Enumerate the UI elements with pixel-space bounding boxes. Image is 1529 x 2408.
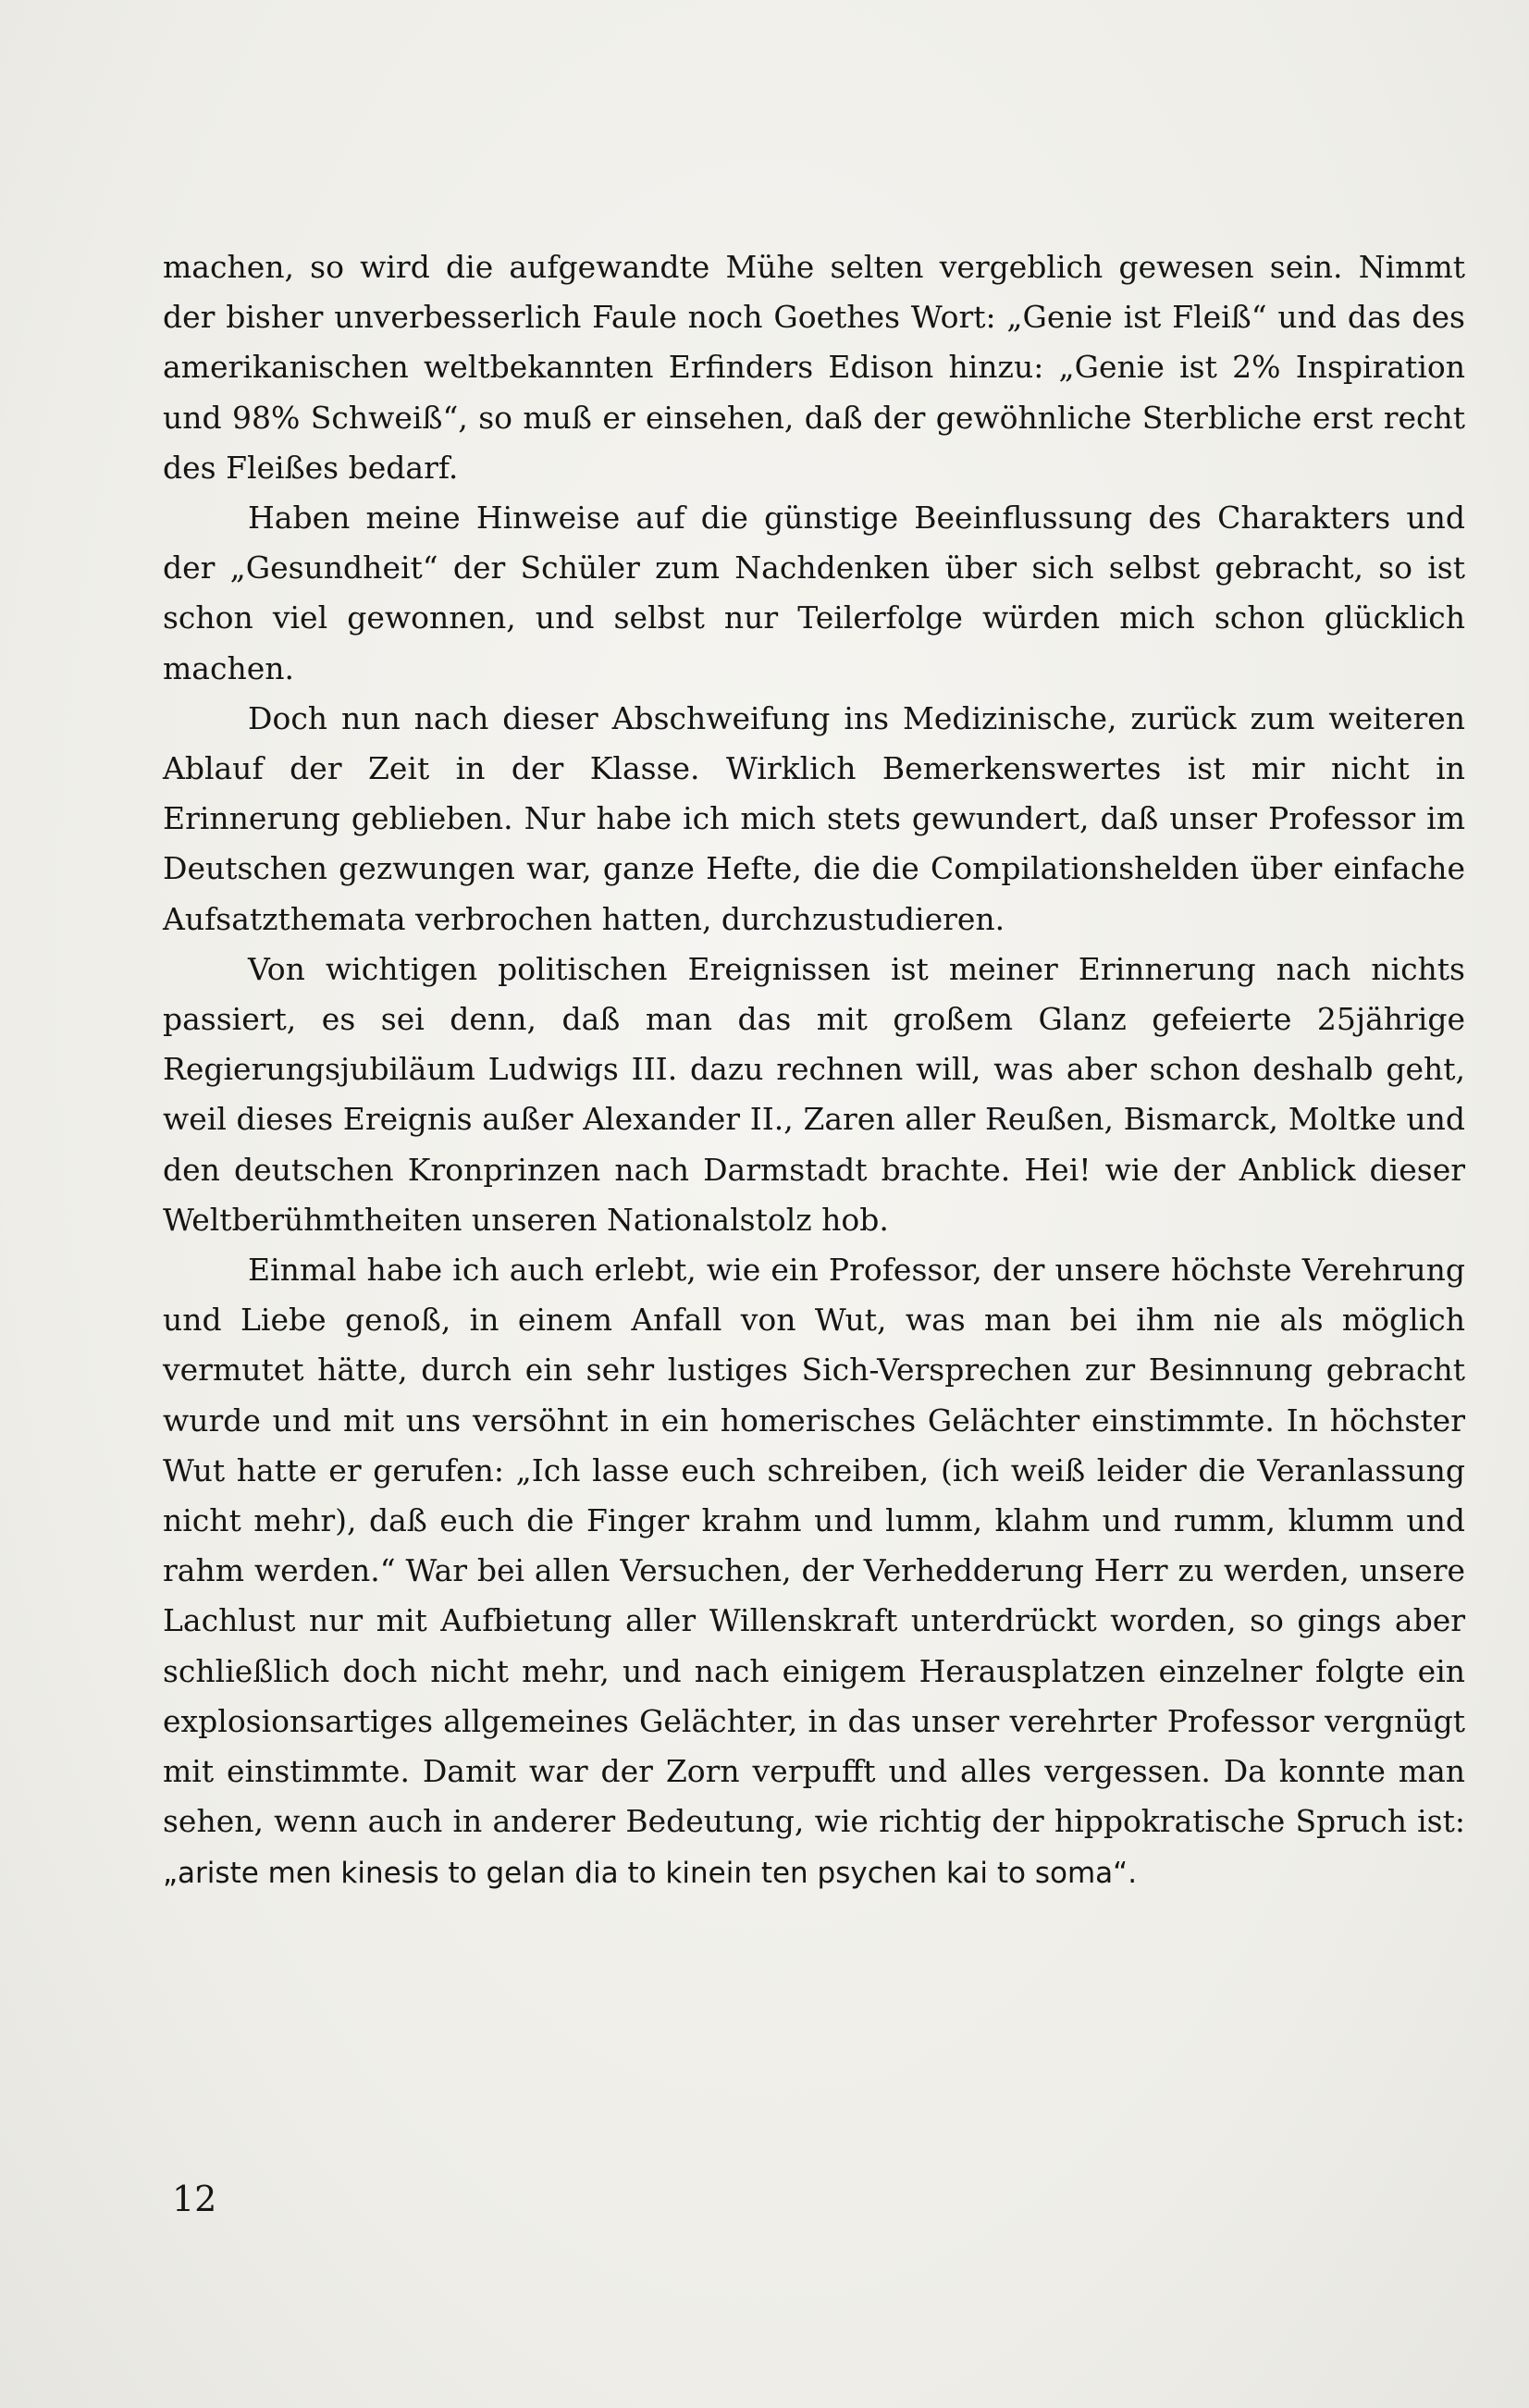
paragraph-3: Doch nun nach dieser Abschweifung ins Medizinische, zurück zum weiteren Ablauf der Zeit in der Klasse. Wirklich Bemerkenswertes ist mir nicht in Erinnerung geblieben. Nur habe ich mich stets gewundert, daß unser Professor im Deutschen gezwungen war, ganze Hefte, die die Compilationshelden über einfache Aufsatzthemata verbrochen hatten, durchzustudieren. — [163, 699, 1465, 937]
paragraph-1: machen, so wird die aufgewandte Mühe selten vergeblich gewesen sein. Nimmt der bisher unverbesserlich Faule noch Goethes Wort: „Genie ist Fleiß“ und das des amerikanischen weltbekannten Erfinders Edison hinzu: „Genie ist 2% Inspiration und 98% Schweiß“, so muß er einsehen, daß der gewöhnliche Sterbliche erst recht des Fleißes bedarf. — [163, 249, 1465, 486]
paragraph-5 — [163, 1245, 1465, 1898]
body-text — [163, 242, 1465, 1898]
greek-quote: „ariste men kinesis to gelan dia to kinein ten psychen kai to soma“. — [163, 1856, 1138, 1890]
paragraph-4: Von wichtigen politischen Ereignissen ist meiner Erinnerung nach nichts passiert, es sei denn, daß man das mit großem Glanz gefeierte 25jährige Regierungsjubiläum Ludwigs III. dazu rechnen will, was aber schon deshalb geht, weil dieses Ereignis außer Alexander II., Zaren aller Reußen, Bismarck, Moltke und den deutschen Kronprinzen nach Darmstadt brachte. Hei! wie der Anblick dieser Weltberühmtheiten unseren Nationalstolz hob. — [163, 950, 1465, 1238]
paragraph-2: Haben meine Hinweise auf die günstige Beeinflussung des Charakters und der „Gesundheit“ der Schüler zum Nachdenken über sich selbst gebracht, so ist schon viel gewonnen, und selbst nur Teilerfolge würden mich schon glücklich machen. — [163, 500, 1465, 686]
page-number: 12 — [172, 2179, 217, 2219]
paragraph-5-text: Einmal habe ich auch erlebt, wie ein Professor, der unsere höchste Verehrung und Liebe genoß, in einem Anfall von Wut, was man bei ihm nie als möglich vermutet hätte, durch ein sehr lustiges Sich-Versprechen zur Besinnung gebracht wurde und mit uns versöhnt in ein homerisches Gelächter einstimmte. In höchster Wut hatte er gerufen: „Ich lasse euch schreiben, (ich weiß leider die Veranlassung nicht mehr), daß euch die Finger krahm und lumm, klahm und rumm, klumm und rahm werden.“ War bei allen Versuchen, der Verhedderung Herr zu werden, unsere Lachlust nur mit Aufbietung aller Willenskraft unterdrückt worden, so gings aber schließlich doch nicht mehr, und nach einigem Herausplatzen einzelner folgte ein explosionsartiges allgemeines Gelächter, in das unser verehrter Professor vergnügt mit einstimmte. Damit war der Zorn verpufft und alles vergessen. Da konnte man sehen, wenn auch in anderer Bedeutung, wie richtig der hippokratische Spruch ist: — [163, 1252, 1465, 1840]
